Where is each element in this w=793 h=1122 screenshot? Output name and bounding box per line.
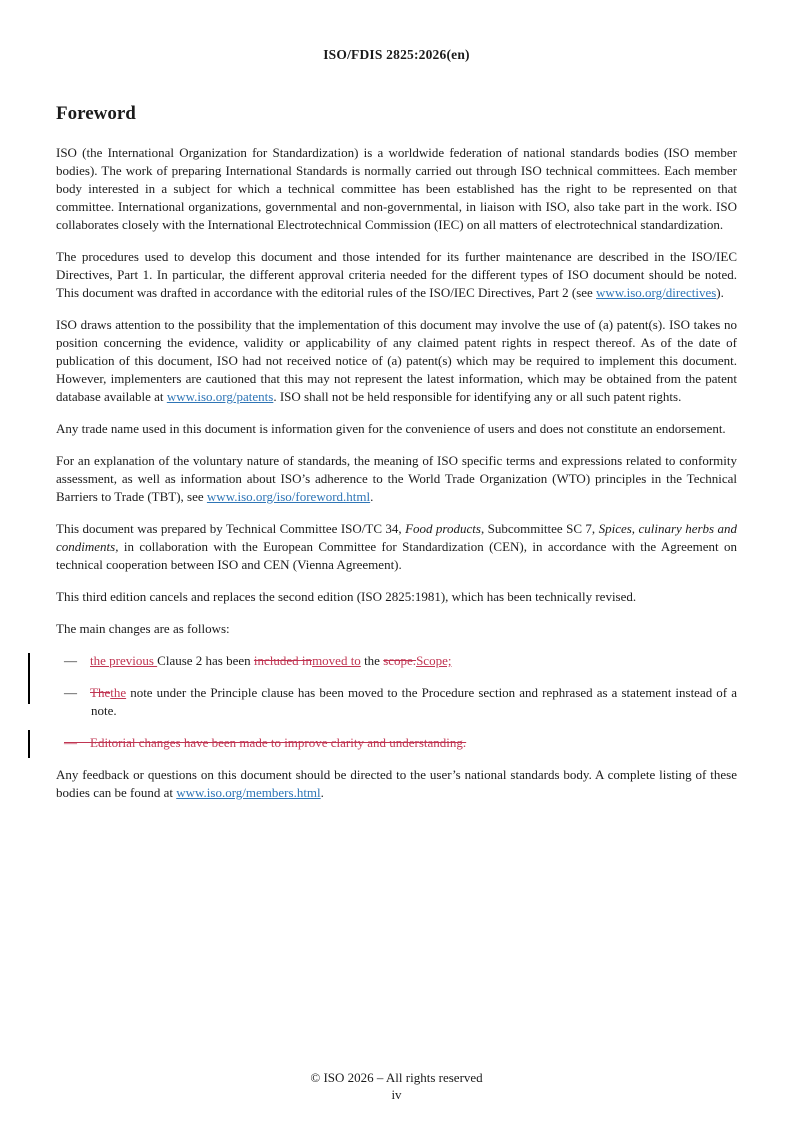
italic-text-run: Spices, culinary herbs and condiments, [56, 521, 738, 554]
tracked-deletion: scope. [383, 653, 417, 668]
foreword-section [56, 102, 737, 802]
text-run: the [360, 653, 384, 668]
page-number: iv [391, 1087, 402, 1102]
text-run: The procedures used to develop this document and those intended for its further maintenance are described in the ISO/IEC Directives, Part 1. In particular, the different approval criteria needed for the different types of ISO document should be noted. This document was drafted in accordance with the editorial rules of the ISO/IEC Directives, Part 2 (see [56, 249, 737, 300]
change-list-item [56, 734, 737, 752]
paragraph [56, 452, 737, 506]
text-run: This document was prepared by Technical Committee ISO/TC 34, [56, 521, 406, 536]
text-run: . [370, 489, 374, 504]
paragraph [56, 144, 737, 234]
tracked-deletion: The [90, 685, 111, 700]
running-header: ISO/FDIS 2825:2026(en) [323, 47, 470, 62]
change-bar-marker [28, 730, 30, 758]
tracked-insertion: the [110, 685, 127, 700]
hyperlink[interactable]: www.iso.org/members.html [176, 785, 321, 800]
text-run: note under the Principle clause has been moved to the Procedure section and rephrased as a statement instead of a note. [91, 685, 737, 718]
tracked-insertion: moved to [312, 653, 361, 668]
copyright-notice: © ISO 2026 – All rights reserved [310, 1070, 483, 1085]
foreword-body [56, 144, 737, 802]
hyperlink[interactable]: www.iso.org/patents [166, 389, 274, 404]
tracked-deletion: — Editorial changes have been made to improve clarity and understanding. [64, 735, 467, 750]
text-run: ISO (the International Organization for Standardization) is a worldwide federation of national standards bodies (ISO member bodies). The work of preparing International Standards is normally carried out through ISO technical committees. Each member body interested in a subject for which a technical committee has been established has the right to be represented on that committee. International organizations, governmental and non-governmental, in liaison with ISO, also take part in the work. ISO collaborates closely with the International Electrotechnical Commission (IEC) on all matters of electrotechnical standardization. [56, 145, 737, 232]
text-run: Any feedback or questions on this document should be directed to the user’s national standards body. A complete listing of these bodies can be found at [56, 767, 737, 800]
text-run: ISO draws attention to the possibility that the implementation of this document may involve the use of (a) patent(s). ISO takes no position concerning the evidence, validity or applicability of any claimed patent rights in respect thereof. As of the date of publication of this document, ISO had not received notice of (a) patent(s) which may be required to implement this document. However, implementers are cautioned that this may not represent the latest information, which may be obtained from the patent database available at [56, 317, 737, 404]
page-footer [0, 1069, 793, 1103]
tracked-insertion: the previous [90, 653, 158, 668]
text-run: , Subcommittee SC 7, [480, 521, 599, 536]
tracked-deletion: included in [253, 653, 313, 668]
change-list-item [56, 652, 737, 670]
text-run: For an explanation of the voluntary nature of standards, the meaning of ISO specific terms and expressions related to conformity assessment, as well as information about ISO’s adherence to the World Trade Organization (WTO) principles in the Technical Barriers to Trade (TBT), see [56, 453, 737, 504]
paragraph [56, 766, 737, 802]
foreword-heading: Foreword [56, 103, 136, 124]
paragraph [56, 420, 737, 438]
paragraph [56, 248, 737, 302]
text-run: in collaboration with the European Committee for Standardization (CEN), in accordance with the Agreement on technical cooperation between ISO and CEN (Vienna Agreement). [56, 539, 737, 572]
hyperlink[interactable]: www.iso.org/iso/foreword.html [206, 489, 371, 504]
text-run: This third edition cancels and replaces the second edition (ISO 2825:1981), which has been technically revised. [56, 589, 637, 604]
change-bar-marker [28, 653, 30, 704]
italic-text-run: Food products [405, 521, 481, 536]
text-run: ). [716, 285, 724, 300]
text-run: Clause 2 has been [157, 653, 254, 668]
text-run: Any trade name used in this document is information given for the convenience of users and does not constitute an endorsement. [56, 421, 726, 436]
paragraph [56, 588, 737, 606]
paragraph [56, 620, 737, 638]
text-run: . [320, 785, 324, 800]
hyperlink[interactable]: www.iso.org/directives [596, 285, 717, 300]
paragraph [56, 520, 737, 574]
change-list-item [56, 684, 737, 720]
paragraph [56, 316, 737, 406]
text-run: — [64, 653, 90, 668]
text-run: . ISO shall not be held responsible for identifying any or all such patent rights. [273, 389, 682, 404]
text-run: — [64, 685, 90, 700]
tracked-insertion: Scope; [416, 653, 452, 668]
text-run: The main changes are as follows: [56, 621, 230, 636]
